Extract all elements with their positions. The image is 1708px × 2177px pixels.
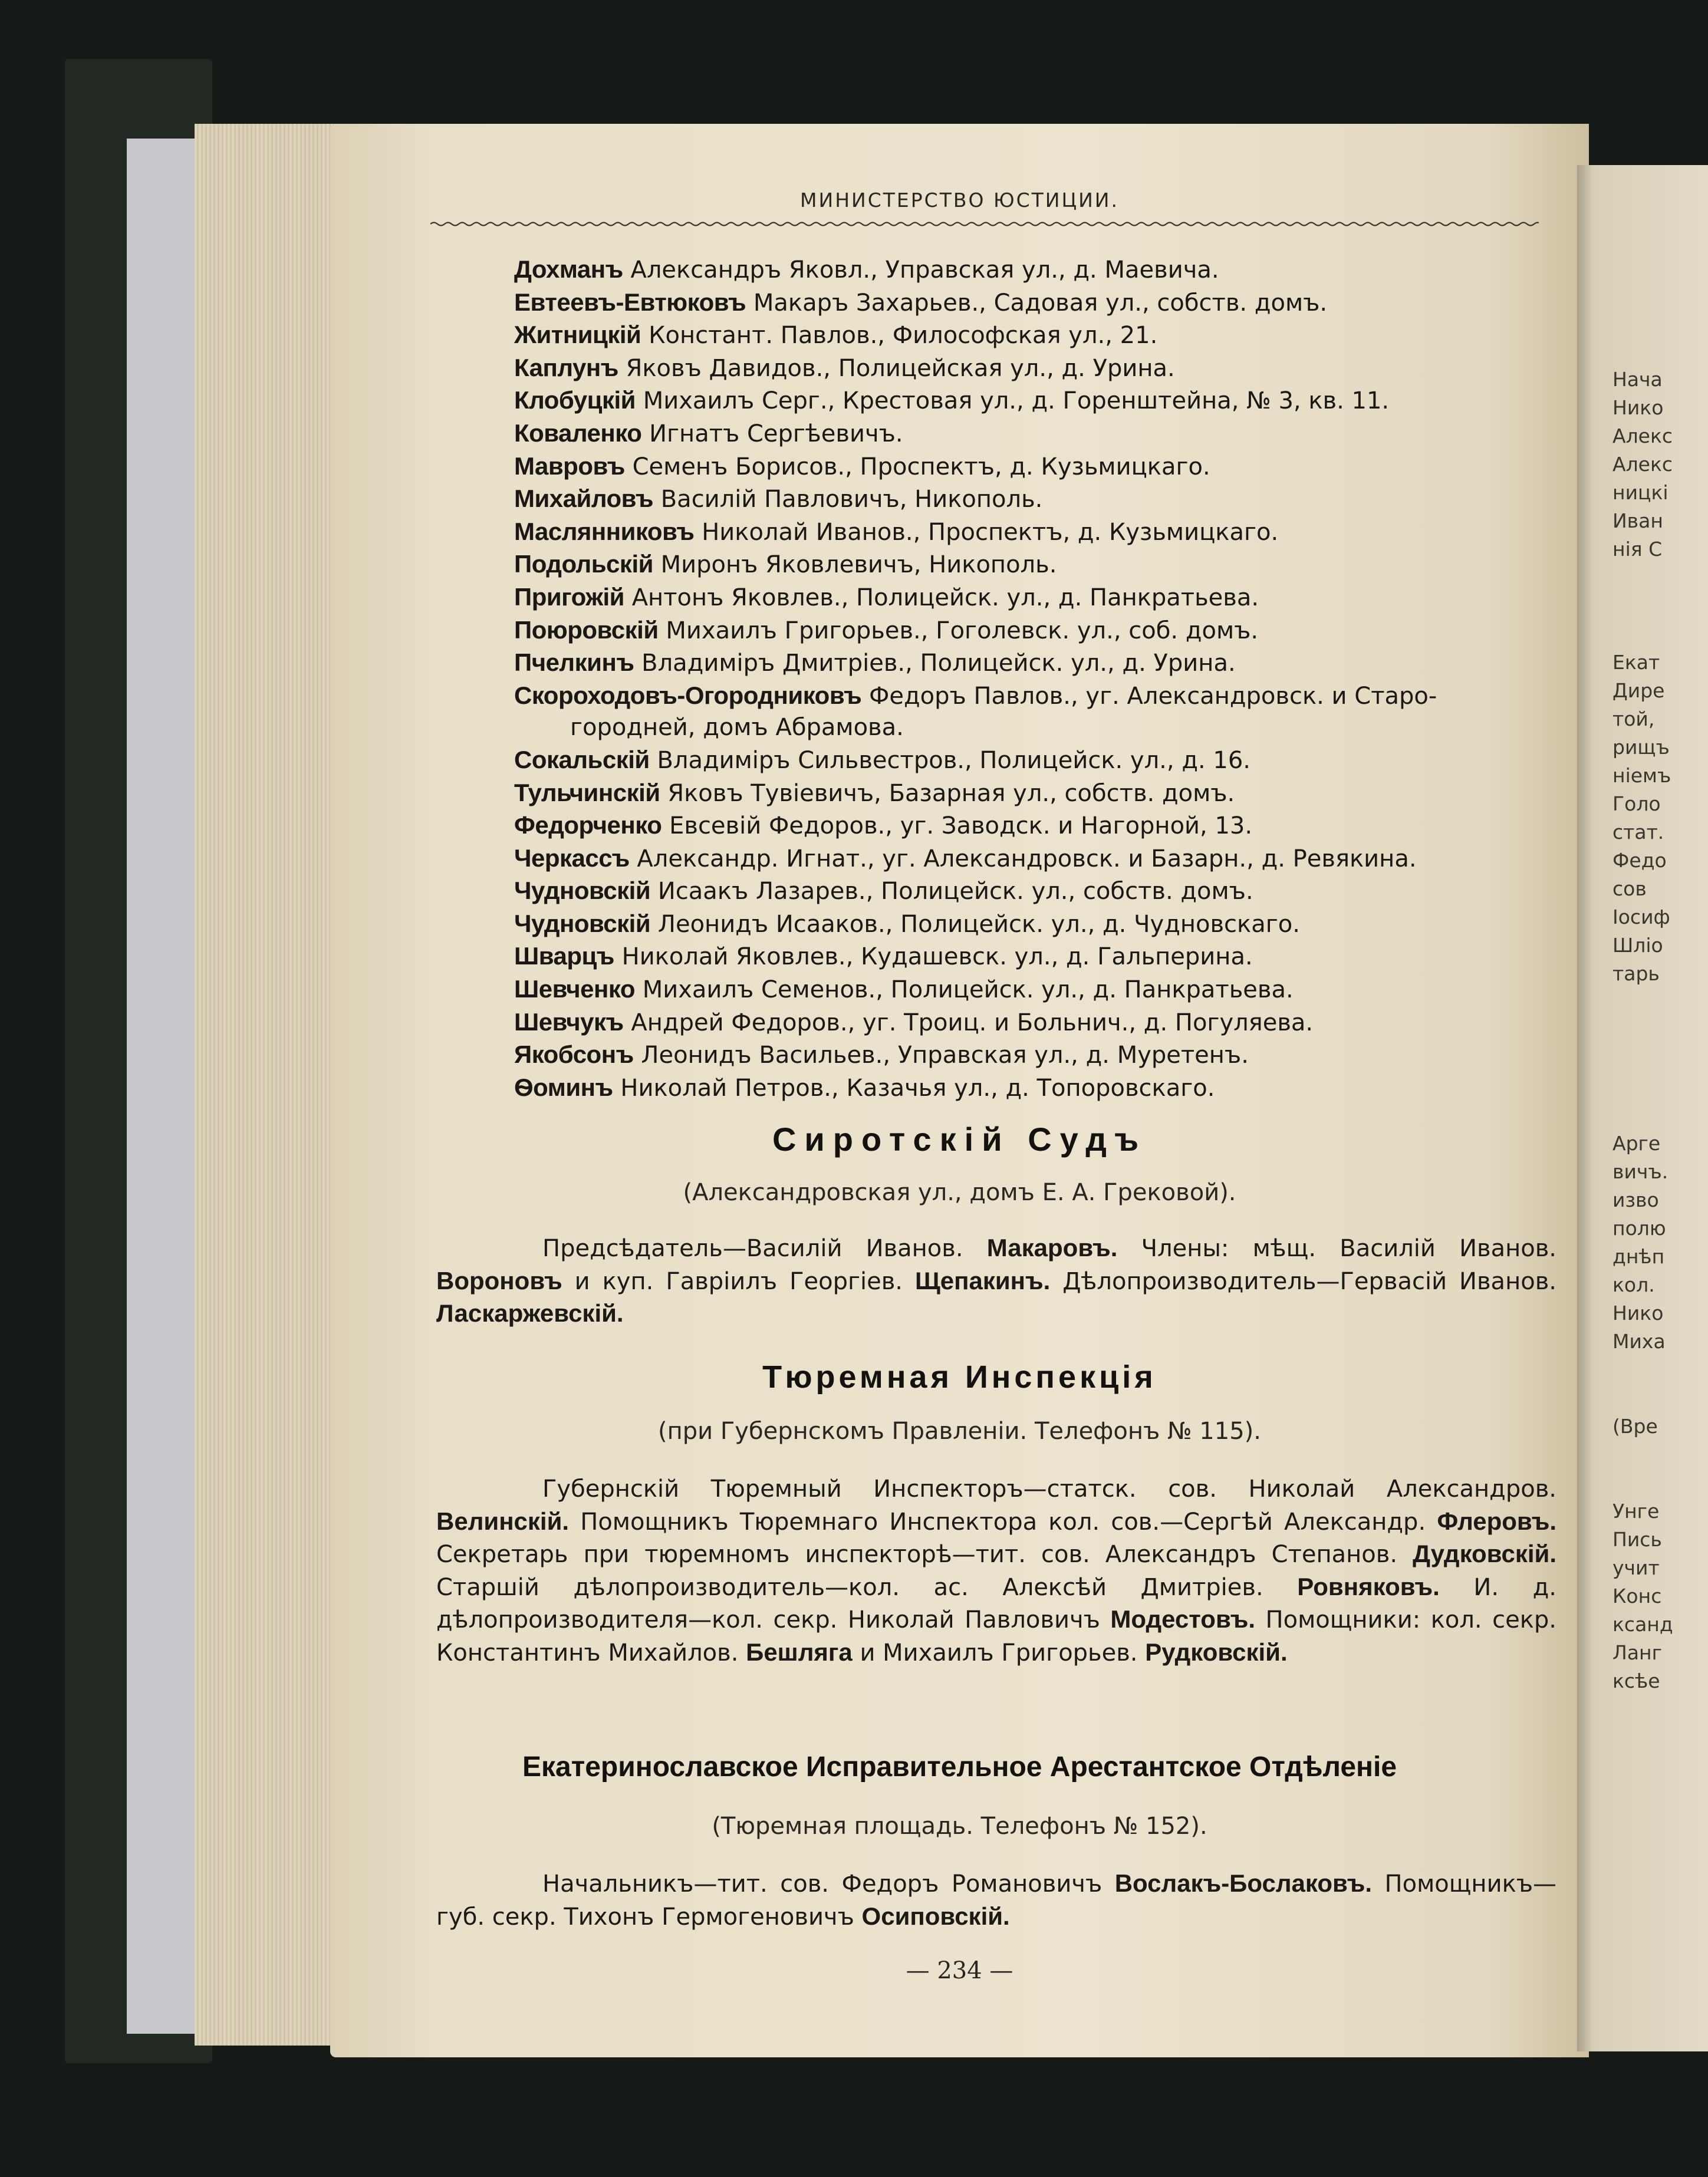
- right-page-line: изво: [1612, 1188, 1659, 1211]
- right-page-line: рищъ: [1612, 736, 1670, 759]
- prison-paragraph: [436, 1474, 1556, 1669]
- blank-line: [1612, 1101, 1708, 1129]
- directory-entry: [514, 940, 1558, 973]
- directory-entry: [514, 319, 1558, 352]
- entry-surname: Пчелкинъ: [514, 648, 634, 677]
- blank-line: [1612, 1045, 1708, 1073]
- entry-details: Михаилъ Семенов., Полицейск. ул., д. Панкратьева.: [642, 976, 1294, 1004]
- directory-entry: [514, 352, 1558, 385]
- blank-line: [1612, 1016, 1708, 1045]
- entry-surname: Подольскій: [514, 550, 653, 578]
- entry-details: Николай Иванов., Проспектъ, д. Кузьмицкаго.: [702, 518, 1279, 546]
- section-title-sirotsky: Сиротскій Судъ: [772, 1121, 1147, 1158]
- arrest-paragraph: [436, 1868, 1556, 1933]
- surname: Вослакъ-Бослаковъ.: [1114, 1869, 1373, 1897]
- blank-line: [1612, 564, 1708, 592]
- directory-entry: [514, 680, 1558, 744]
- directory-entry: [514, 973, 1558, 1006]
- book-block-edge: [127, 139, 198, 2034]
- right-page-line: сов: [1612, 877, 1647, 900]
- right-page-line: Федо: [1612, 849, 1667, 872]
- entry-details: Миронъ Яковлевичъ, Никополь.: [660, 551, 1057, 579]
- entry-surname: Шевчукъ: [514, 1007, 624, 1036]
- directory-entry: [514, 581, 1558, 614]
- right-page-line: вичъ.: [1612, 1160, 1668, 1183]
- prison-address: (при Губернскомъ Правленіи. Телефонъ № 115).: [658, 1418, 1261, 1445]
- entry-details: Игнатъ Сергѣевичъ.: [649, 420, 903, 447]
- entry-surname: Ѳоминъ: [514, 1073, 613, 1101]
- right-page-line: учит: [1612, 1556, 1660, 1579]
- entry-details: Михаилъ Серг., Крестовая ул., д. Горенштейна, № 3, кв. 11.: [643, 387, 1390, 415]
- sirotsky-paragraph: [436, 1232, 1556, 1330]
- entry-surname: Сокальскій: [514, 745, 650, 773]
- running-head: МИНИСТЕРСТВО ЮСТИЦИИ.: [800, 189, 1119, 212]
- right-page-line: кол.: [1612, 1273, 1655, 1296]
- directory-entry: [514, 1006, 1558, 1039]
- right-page-line: Иван: [1612, 509, 1663, 532]
- directory-entry: [514, 744, 1558, 777]
- blank-line: [1612, 1384, 1708, 1412]
- directory-entry: [514, 417, 1558, 450]
- entry-details: Николай Яковлев., Кудашевск. ул., д. Гальперина.: [621, 943, 1253, 971]
- surname: Рудковскій.: [1145, 1638, 1288, 1666]
- right-page-line: Нача: [1612, 368, 1663, 391]
- entry-surname: Федорченко: [514, 811, 662, 839]
- text: Губернскій Тюремный Инспекторъ—статск. сов. Николай Александров.: [542, 1476, 1556, 1503]
- right-page-line: ксѣе: [1612, 1669, 1660, 1692]
- right-page-line: Дире: [1612, 679, 1665, 702]
- surname: Велинскій.: [436, 1507, 570, 1535]
- sirotsky-address: (Александровская ул., домъ Е. А. Грековой).: [683, 1179, 1236, 1206]
- text: И. д. дѣлопроизводителя—кол. секр. Николай Павловичъ: [436, 1573, 1557, 1633]
- entry-surname: Поюровскій: [514, 615, 659, 644]
- right-page-line: Унге: [1612, 1500, 1660, 1523]
- entry-details: Констант. Павлов., Философская ул., 21.: [649, 322, 1158, 350]
- right-page-line: (Вре: [1612, 1415, 1658, 1438]
- entry-surname: Мавровъ: [514, 452, 625, 480]
- right-page-line: ніемъ: [1612, 764, 1671, 787]
- entry-surname: Чудновскій: [514, 877, 651, 905]
- directory-entry: [514, 516, 1558, 549]
- page-number: — 234 —: [906, 1957, 1013, 1984]
- directory-entry: [514, 253, 1558, 286]
- directory-entry: [514, 1072, 1558, 1105]
- text: Члены: мѣщ. Василій Иванов.: [1117, 1235, 1556, 1262]
- surname: Бешляга: [746, 1638, 853, 1666]
- right-page-line: Екат: [1612, 651, 1660, 674]
- text: Старшій дѣлопроизводитель—кол. ас. Алексѣй Дмитріев.: [436, 1573, 1298, 1601]
- directory-entry: [514, 842, 1558, 875]
- page-stack: [195, 124, 348, 2046]
- blank-line: [1612, 592, 1708, 620]
- entry-details: Семенъ Борисов., Проспектъ, д. Кузьмицкаго.: [632, 453, 1210, 480]
- surname: Осиповскій.: [861, 1902, 1010, 1930]
- entry-surname: Каплунъ: [514, 353, 618, 381]
- entry-surname: Шевченко: [514, 975, 636, 1003]
- head-rule: [430, 218, 1539, 230]
- text: Дѣлопроизводитель—Гервасій Иванов.: [1050, 1267, 1556, 1295]
- right-page-line: стат.: [1612, 821, 1664, 844]
- entry-surname: Евтеевъ-Евтюковъ: [514, 288, 746, 316]
- entry-details: Василій Павловичъ, Никополь.: [660, 486, 1043, 513]
- text: Предсѣдатель—Василій Иванов.: [542, 1235, 987, 1262]
- entry-continuation: городней, домъ Абрамова.: [570, 714, 904, 742]
- entry-surname: Скороходовъ-Огородниковъ: [514, 681, 862, 709]
- entry-details: Леонидъ Васильев., Управская ул., д. Муретенъ.: [641, 1042, 1249, 1069]
- right-page-lines: [1612, 365, 1708, 1695]
- section-title-prison: Тюремная Инспекція: [762, 1359, 1157, 1395]
- right-page-line: Нико: [1612, 396, 1664, 419]
- arrest-address: (Тюремная площадь. Телефонъ № 152).: [712, 1813, 1207, 1840]
- entry-surname: Клобуцкій: [514, 386, 636, 414]
- blank-line: [1612, 1441, 1708, 1469]
- directory-entry: [514, 384, 1558, 417]
- directory-entry: [514, 1039, 1558, 1072]
- entry-details: Евсевій Федоров., уг. Заводск. и Нагорной, 13.: [669, 812, 1253, 840]
- blank-line: [1612, 1073, 1708, 1101]
- right-page-line: Конс: [1612, 1585, 1662, 1608]
- entry-surname: Тульчинскій: [514, 778, 660, 806]
- right-page-line: полю: [1612, 1217, 1666, 1240]
- directory-entry: [514, 777, 1558, 810]
- surname: Модестовъ.: [1110, 1605, 1256, 1633]
- right-page-line: Миха: [1612, 1330, 1666, 1353]
- entry-details: Андрей Федоров., уг. Троиц. и Больнич., д. Погуляева.: [631, 1009, 1314, 1036]
- entry-details: Антонъ Яковлев., Полицейск. ул., д. Панкратьева.: [631, 584, 1259, 611]
- surname: Флеровъ.: [1437, 1507, 1556, 1535]
- text: и куп. Гавріилъ Георгіев.: [562, 1267, 915, 1295]
- right-page-line: той,: [1612, 707, 1655, 730]
- right-page-line: Іосиф: [1612, 905, 1670, 928]
- right-page-fragment: [1577, 165, 1708, 2051]
- right-page-line: Ланг: [1612, 1641, 1662, 1664]
- text: Помощникъ—губ. секр. Тихонъ Гермогеновичъ: [436, 1870, 1556, 1931]
- directory-entry: [514, 647, 1558, 680]
- entry-surname: Пригожій: [514, 582, 624, 611]
- entry-details: Федоръ Павлов., уг. Александровск. и Старо-: [868, 682, 1437, 710]
- section-title-arrest: Екатеринославское Исправительное Арестантское Отдѣленіе: [522, 1751, 1397, 1783]
- right-page-line: Алекс: [1612, 424, 1673, 447]
- directory-entries: [514, 253, 1558, 1104]
- directory-entry: [514, 875, 1558, 908]
- surname: Ровняковъ.: [1297, 1572, 1440, 1600]
- entry-details: Макаръ Захарьев., Садовая ул., собств. домъ.: [753, 289, 1328, 317]
- entry-details: Леонидъ Исааков., Полицейск. ул., д. Чудновскаго.: [657, 910, 1300, 938]
- entry-details: Исаакъ Лазарев., Полицейск. ул., собств. домъ.: [657, 878, 1253, 905]
- text: Помощникъ Тюремнаго Инспектора кол. сов.—Сергѣй Александр.: [569, 1508, 1437, 1536]
- right-page-line: Пись: [1612, 1528, 1662, 1551]
- surname: Макаровъ.: [986, 1234, 1118, 1262]
- surname: Вороновъ: [436, 1266, 562, 1295]
- directory-entry: [514, 483, 1558, 516]
- blank-line: [1612, 988, 1708, 1016]
- entry-surname: Шварцъ: [514, 942, 614, 970]
- surname: Ласкаржевскій.: [436, 1299, 624, 1327]
- entry-details: Владиміръ Сильвестров., Полицейск. ул., д. 16.: [657, 746, 1251, 774]
- text: Секретарь при тюремномъ инспекторѣ—тит. сов. Александръ Степанов.: [436, 1541, 1413, 1568]
- directory-entry: [514, 809, 1558, 842]
- entry-surname: Житницкій: [514, 321, 641, 349]
- surname: Дудковскій.: [1413, 1540, 1556, 1567]
- right-page-line: ницкі: [1612, 481, 1668, 504]
- entry-details: Владиміръ Дмитріев., Полицейск. ул., д. Урина.: [641, 650, 1236, 677]
- entry-details: Яковъ Тувіевичъ, Базарная ул., собств. домъ.: [667, 779, 1235, 807]
- entry-surname: Коваленко: [514, 419, 642, 447]
- right-page-line: днѣп: [1612, 1245, 1665, 1268]
- right-page-line: Арге: [1612, 1132, 1661, 1155]
- entry-details: Александр. Игнат., уг. Александровск. и Базарн., д. Ревякина.: [637, 845, 1417, 872]
- right-page-line: Шліо: [1612, 934, 1663, 957]
- entry-surname: Черкассъ: [514, 844, 630, 872]
- right-page-line: Алекс: [1612, 453, 1673, 476]
- directory-entry: [514, 908, 1558, 941]
- entry-surname: Михайловъ: [514, 485, 654, 513]
- directory-entry: [514, 548, 1558, 581]
- right-page-line: нія С: [1612, 538, 1663, 561]
- entry-details: Михаилъ Григорьев., Гоголевск. ул., соб. домъ.: [666, 617, 1259, 644]
- blank-line: [1612, 620, 1708, 648]
- right-page-line: Голо: [1612, 792, 1661, 815]
- entry-details: Николай Петров., Казачья ул., д. Топоровскаго.: [620, 1074, 1215, 1102]
- entry-surname: Чудновскій: [514, 909, 651, 937]
- text: и Михаилъ Григорьев.: [852, 1639, 1146, 1666]
- right-page-line: тарь: [1612, 962, 1660, 985]
- directory-entry: [514, 286, 1558, 320]
- entry-details: Александръ Яковл., Управская ул., д. Маевича.: [630, 256, 1219, 284]
- directory-entry: [514, 450, 1558, 483]
- right-page-line: ксанд: [1612, 1613, 1673, 1636]
- entry-surname: Якобсонъ: [514, 1040, 634, 1069]
- entry-details: Яковъ Давидов., Полицейская ул., д. Урина.: [626, 354, 1175, 382]
- surname: Щепакинъ.: [914, 1266, 1051, 1295]
- entry-surname: Дохманъ: [514, 255, 623, 283]
- directory-entry: [514, 614, 1558, 647]
- text: Начальникъ—тит. сов. Федоръ Романовичъ: [542, 1870, 1115, 1898]
- left-page: [330, 124, 1589, 2057]
- blank-line: [1612, 1356, 1708, 1384]
- text: Помощники: кол. секр. Константинъ Михайлов.: [436, 1606, 1556, 1666]
- right-page-line: Нико: [1612, 1302, 1664, 1325]
- blank-line: [1612, 1469, 1708, 1497]
- entry-surname: Маслянниковъ: [514, 517, 695, 545]
